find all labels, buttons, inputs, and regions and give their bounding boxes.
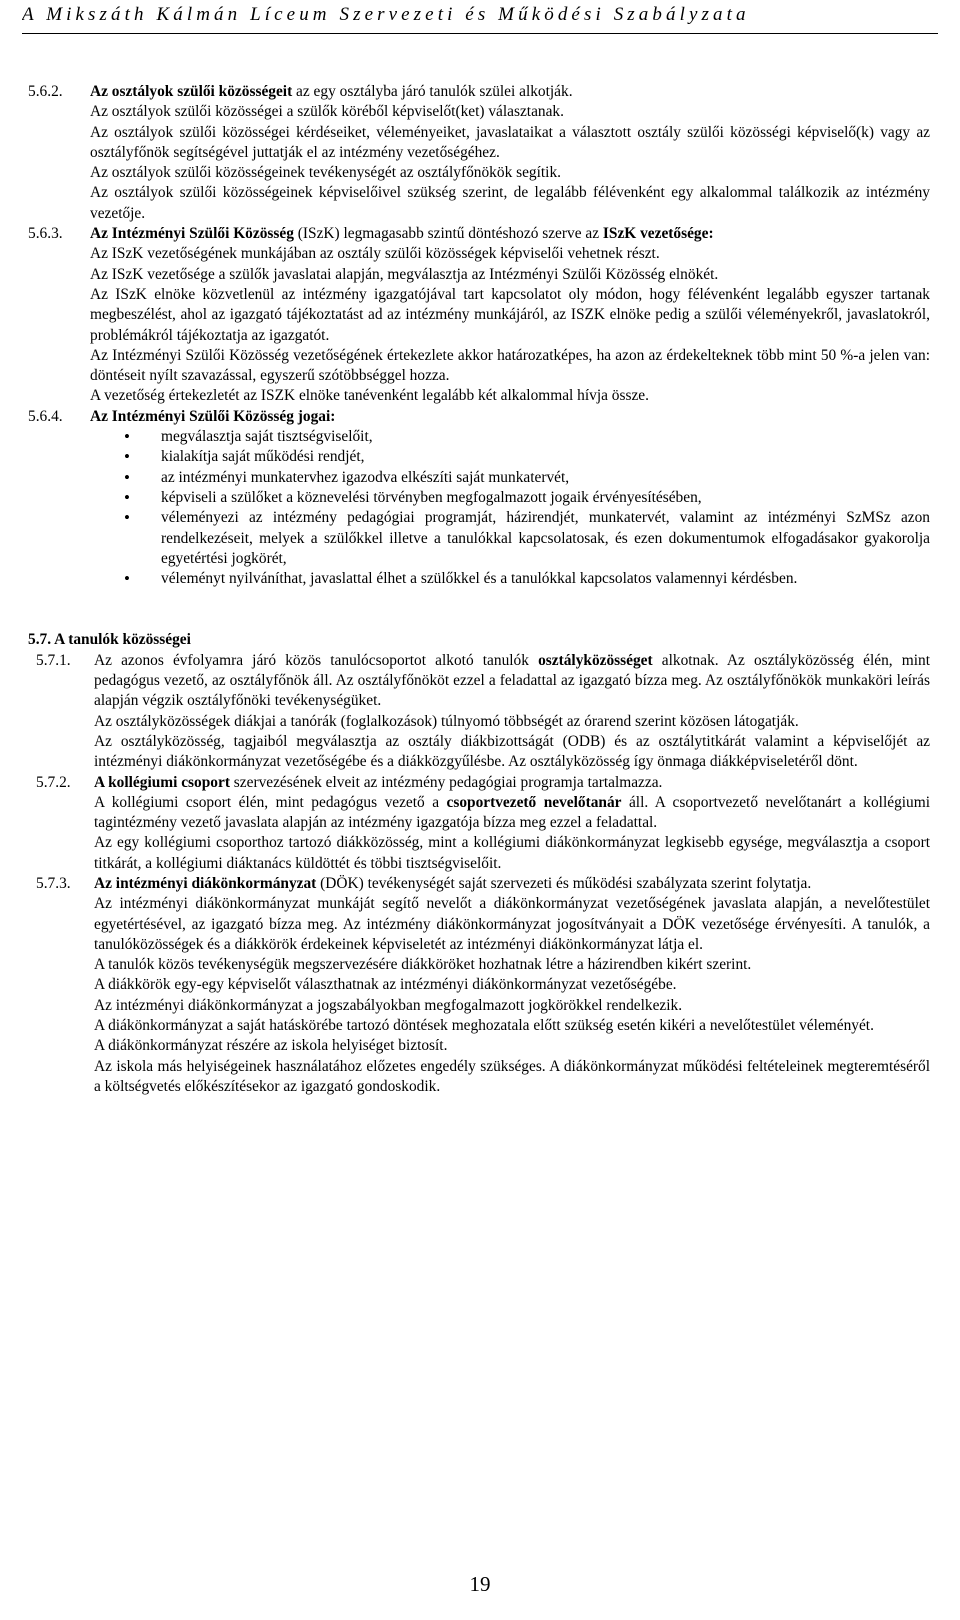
section-number: 5.7.2. bbox=[36, 773, 71, 791]
paragraph: Az intézményi diákönkormányzat a jogszabályokban megfogalmazott jogkörökkel rendelkezik. bbox=[94, 996, 683, 1014]
paragraph: A vezetőség értekezletét az ISZK elnöke tanévenként legalább két alkalommal hívja össze. bbox=[90, 387, 649, 405]
section-title: Az osztályok szülői közösségeit bbox=[90, 83, 293, 100]
document-body bbox=[28, 82, 930, 1097]
list-item: • véleményezi az intézmény pedagógiai programját, házirendjét, munkatervét, valamint az intézményi SzMSz azon rendelkezéseit, melyek a szülőkkel illetve a tanulókkal kapcsolatosak, és ezen dokumentumok elfogadásakor gyakorolja egyetértési jogkörét, bbox=[161, 508, 930, 569]
paragraph: Az osztályok szülői közösségeinek tevékenységét az osztályfőnökök segítik. bbox=[90, 164, 561, 182]
paragraph: Az intézményi diákönkormányzat munkáját segítő nevelőt a diákönkormányzat vezetőségének javaslata alapján, a nevelőtestület egyetértésével, az igazgató bízza meg. Az intézmény diákönkormányzat jogosítványait a DÖK vezetősége érvényesíti. A tanulók, a tanulóközösségek és a diákkörök érdekeinek képviseletét az intézményi diákönkormányzat látja el. bbox=[94, 895, 930, 953]
paragraph: Az intézményi diákönkormányzat (DÖK) tevékenységét saját szervezeti és működési szabályzata szerint folytatja. bbox=[94, 874, 812, 892]
paragraph: A diákkörök egy-egy képviselőt választhatnak az intézményi diákönkormányzat vezetőségébe. bbox=[94, 976, 677, 994]
section-number: 5.6.2. bbox=[28, 83, 63, 100]
section-number: 5.7.1. bbox=[36, 651, 71, 669]
paragraph: A diákönkormányzat a saját hatáskörébe tartozó döntések meghozatala előtt szükség esetén kikéri a nevelőtestület véleményét. bbox=[94, 1017, 874, 1035]
header-rule bbox=[22, 33, 938, 34]
page-header: A Mikszáth Kálmán Líceum Szervezeti és Működési Szabályzata bbox=[22, 4, 750, 25]
section-5-6-3 bbox=[28, 224, 930, 407]
section-title: Az Intézményi Szülői Közösség jogai: bbox=[90, 407, 336, 425]
paragraph: Az osztályok szülői közösségei kérdéseiket, véleményeiket, javaslataikat a választott osztály szülői közösségi képviselő(k) vagy az osztályfőnök segítségével juttatják el az intézmény vezetőségéhez. bbox=[90, 123, 930, 161]
paragraph: Az azonos évfolyamra járó közös tanulócsoportot alkotó tanulók osztályközösséget alkotnak. Az osztályközösség élén, mint pedagógus vezető, az osztályfőnök áll. Az osztályfőnököt ezzel a feladattal az igazgató bízza meg. Az osztályfőnökök munkaköri leírás alapján végzik osztályfőnöki tevékenységüket. bbox=[94, 651, 930, 710]
section-5-7-2 bbox=[28, 773, 930, 874]
paragraph: Az osztályok szülői közösségeinek képviselőivel szükség szerint, de legalább félévenként egy alkalommal találkozik az intézmény vezetője. bbox=[90, 184, 930, 222]
section-number: 5.6.4. bbox=[28, 407, 63, 425]
section-5-6-2 bbox=[28, 82, 930, 224]
paragraph: Az ISzK elnöke közvetlenül az intézmény igazgatójával tart kapcsolatot oly módon, hogy félévenként legalább egyszer tartanak megbeszélést, ahol az igazgató tájékoztatást ad az intézmény munkájáról, az ISZK elnöke pedig a szülői véleményekről, javaslatokról, problémákról tájékoztatja az igazgatót. bbox=[90, 285, 930, 344]
section-5-6-4 bbox=[28, 407, 930, 427]
paragraph: Az osztályok szülői közösségei a szülők köréből képviselőt(ket) választanak. bbox=[90, 103, 564, 121]
paragraph: A kollégiumi csoport szervezésének elveit az intézmény pedagógiai programja tartalmazza. bbox=[94, 773, 663, 791]
section-heading-5-7: 5.7. A tanulók közösségei bbox=[28, 631, 191, 649]
paragraph: Az osztályok szülői közösségeit az egy osztályba járó tanulók szülei alkotják. bbox=[90, 83, 573, 100]
paragraph: Az osztályközösségek diákjai a tanórák (foglalkozások) túlnyomó többségét az órarend szerint közösen látogatják. bbox=[94, 712, 799, 730]
paragraph: Az ISzK vezetősége a szülők javaslatai alapján, megválasztja az Intézményi Szülői Közösség elnökét. bbox=[90, 265, 719, 283]
list-item: • az intézményi munkatervhez igazodva elkészíti saját munkatervét, bbox=[161, 468, 930, 488]
section-5-7-1 bbox=[28, 651, 930, 773]
list-item: • kialakítja saját működési rendjét, bbox=[161, 447, 930, 467]
page-number: 19 bbox=[469, 1572, 491, 1596]
paragraph: Az Intézményi Szülői Közösség (ISzK) legmagasabb szintű döntéshozó szerve az ISzK vezetősége: bbox=[90, 225, 714, 243]
paragraph: Az osztályközösség, tagjaiból megválasztja az osztály diákbizottságát (ODB) és az osztálytitkárát valamint a képviselőjét az intézményi diákönkormányzat vezetőségébe és a diákközgyűlésbe. Az osztályközösség így önmaga diákképviseletéről dönt. bbox=[94, 732, 930, 771]
paragraph: Az ISzK vezetőségének munkájában az osztály szülői közösségek képviselői vehetnek részt. bbox=[90, 245, 660, 263]
paragraph: Az iskola más helyiségeinek használatához előzetes engedély szükséges. A diákönkormányzat működési feltételeinek megteremtéséről a költségvetés előkészítésekor az igazgató gondoskodik. bbox=[94, 1057, 930, 1095]
paragraph: Az egy kollégiumi csoporthoz tartozó diákközösség, mint a kollégiumi diákönkormányzat legkisebb egysége, megválasztja a csoport titkárát, a kollégiumi diáktanács küldöttét és többi tisztségviselőit. bbox=[94, 834, 930, 872]
section-number: 5.7.3. bbox=[36, 874, 71, 892]
paragraph: A tanulók közös tevékenységük megszervezésére diákköröket hozhatnak létre a házirendben kikért szerint. bbox=[94, 956, 752, 974]
section-number: 5.6.3. bbox=[28, 225, 63, 243]
list-item: • képviseli a szülőket a köznevelési törvényben megfogalmazott jogaik érvényesítésében, bbox=[161, 488, 930, 508]
rights-list bbox=[28, 427, 930, 589]
section-5-7-3 bbox=[28, 874, 930, 1097]
paragraph: Az Intézményi Szülői Közösség vezetőségének értekezlete akkor határozatképes, ha azon az érdekelteknek több mint 50 %-a jelen van: döntéseit nyílt szavazással, egyszerű szótöbbséggel hozza. bbox=[90, 346, 930, 385]
list-item: • véleményt nyilváníthat, javaslattal élhet a szülőkkel és a tanulókkal kapcsolatos valamennyi kérdésben. bbox=[161, 569, 930, 589]
section-title: Az Intézményi Szülői Közösség bbox=[90, 225, 294, 243]
list-item: • megválasztja saját tisztségviselőit, bbox=[161, 427, 930, 447]
paragraph: A diákönkormányzat részére az iskola helyiséget biztosít. bbox=[94, 1037, 448, 1055]
paragraph: A kollégiumi csoport élén, mint pedagógus vezető a csoportvezető nevelőtanár áll. A csoportvezető nevelőtanárt a kollégiumi tagintézmény vezető javaslata alapján az intézmény igazgatója bízza meg ezzel a feladattal. bbox=[94, 793, 930, 832]
